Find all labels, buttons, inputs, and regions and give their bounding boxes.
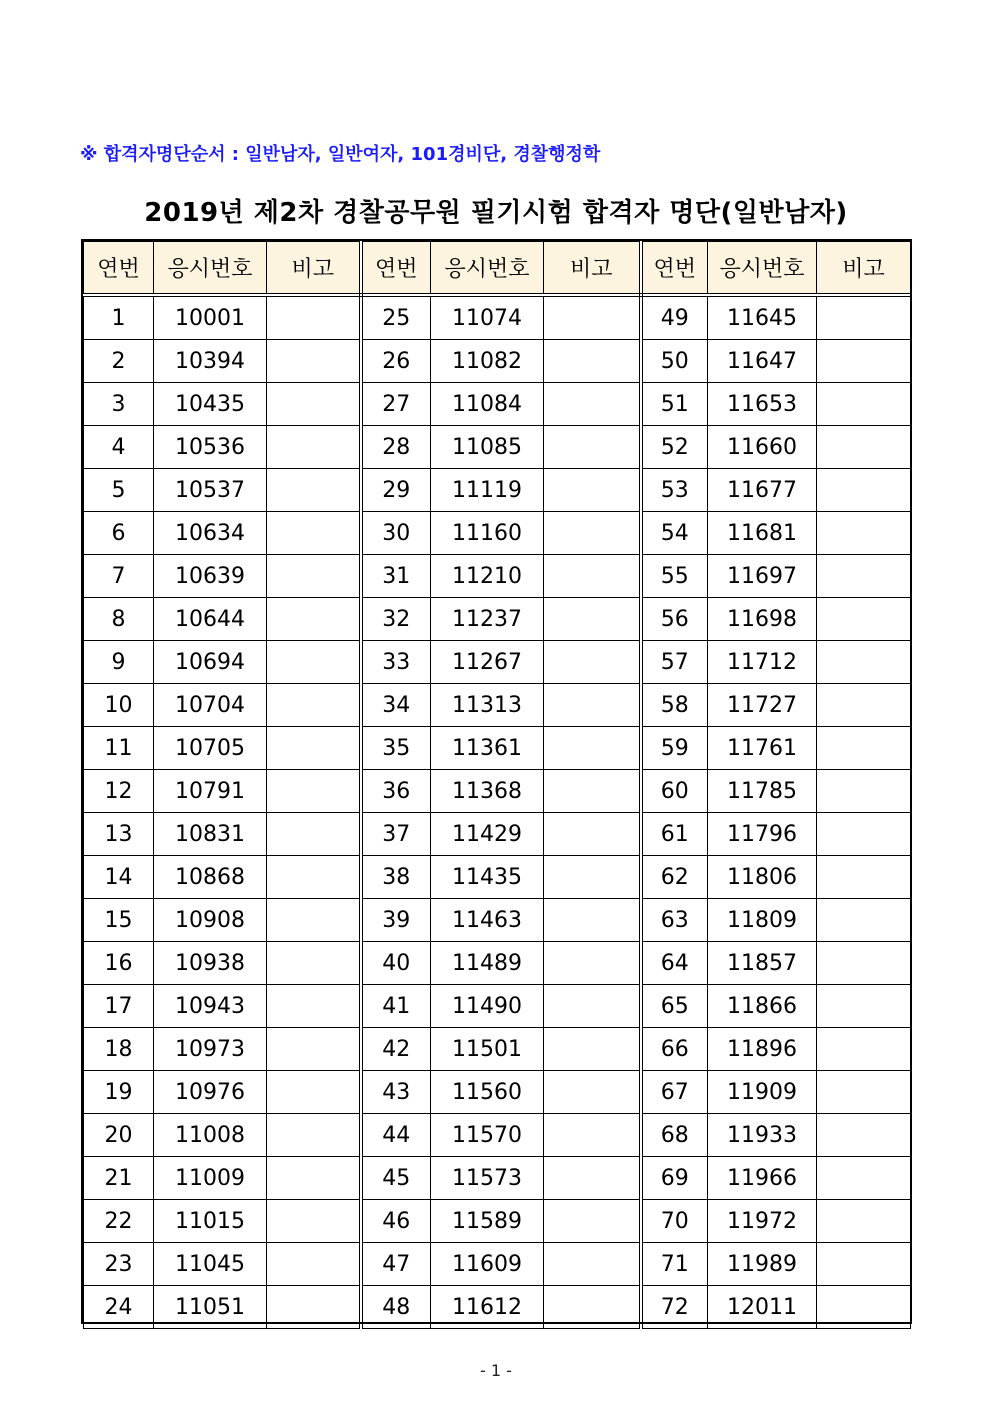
- serial-cell: 59: [641, 727, 708, 770]
- remarks-cell: [267, 426, 361, 469]
- exam-number-cell: 11785: [708, 770, 817, 813]
- serial-cell: 64: [641, 942, 708, 985]
- exam-number-cell: 10394: [154, 340, 267, 383]
- exam-number-cell: 10976: [154, 1071, 267, 1114]
- serial-cell: 69: [641, 1157, 708, 1200]
- serial-cell: 15: [84, 899, 154, 942]
- header-serial: 연번: [641, 242, 708, 296]
- exam-number-cell: 11727: [708, 684, 817, 727]
- serial-cell: 25: [361, 295, 431, 340]
- exam-number-cell: 11589: [431, 1200, 544, 1243]
- exam-number-cell: 11084: [431, 383, 544, 426]
- serial-cell: 40: [361, 942, 431, 985]
- serial-cell: 71: [641, 1243, 708, 1286]
- remarks-cell: [817, 1028, 911, 1071]
- serial-cell: 14: [84, 856, 154, 899]
- serial-cell: 41: [361, 985, 431, 1028]
- serial-cell: 17: [84, 985, 154, 1028]
- serial-cell: 43: [361, 1071, 431, 1114]
- remarks-cell: [267, 555, 361, 598]
- exam-number-cell: 11435: [431, 856, 544, 899]
- serial-cell: 48: [361, 1286, 431, 1329]
- remarks-cell: [544, 469, 641, 512]
- exam-number-cell: 10694: [154, 641, 267, 684]
- exam-number-cell: 10938: [154, 942, 267, 985]
- remarks-cell: [267, 512, 361, 555]
- serial-cell: 54: [641, 512, 708, 555]
- serial-cell: 27: [361, 383, 431, 426]
- remarks-cell: [817, 856, 911, 899]
- serial-cell: 29: [361, 469, 431, 512]
- remarks-cell: [267, 1200, 361, 1243]
- exam-number-cell: 11660: [708, 426, 817, 469]
- serial-cell: 68: [641, 1114, 708, 1157]
- exam-number-cell: 11267: [431, 641, 544, 684]
- header-exam-number: 응시번호: [708, 242, 817, 296]
- exam-number-cell: 10639: [154, 555, 267, 598]
- table-row: [84, 641, 911, 684]
- remarks-cell: [267, 899, 361, 942]
- remarks-cell: [544, 598, 641, 641]
- exam-number-cell: 10537: [154, 469, 267, 512]
- exam-number-cell: 11645: [708, 295, 817, 340]
- page-title: 2019년 제2차 경찰공무원 필기시험 합격자 명단(일반남자): [144, 198, 848, 228]
- serial-cell: 44: [361, 1114, 431, 1157]
- table-row: [84, 512, 911, 555]
- exam-number-cell: 11609: [431, 1243, 544, 1286]
- serial-cell: 35: [361, 727, 431, 770]
- serial-cell: 33: [361, 641, 431, 684]
- serial-cell: 20: [84, 1114, 154, 1157]
- remarks-cell: [267, 770, 361, 813]
- serial-cell: 42: [361, 1028, 431, 1071]
- exam-number-cell: 11612: [431, 1286, 544, 1329]
- table-row: [84, 813, 911, 856]
- exam-number-cell: 10831: [154, 813, 267, 856]
- exam-number-cell: 10435: [154, 383, 267, 426]
- serial-cell: 55: [641, 555, 708, 598]
- remarks-cell: [544, 1157, 641, 1200]
- exam-number-cell: 11313: [431, 684, 544, 727]
- remarks-cell: [544, 856, 641, 899]
- exam-number-cell: 11573: [431, 1157, 544, 1200]
- serial-cell: 38: [361, 856, 431, 899]
- exam-number-cell: 11677: [708, 469, 817, 512]
- page-number: - 1 -: [480, 1361, 512, 1380]
- header-serial: 연번: [84, 242, 154, 296]
- serial-cell: 22: [84, 1200, 154, 1243]
- remarks-cell: [817, 1071, 911, 1114]
- header-exam-number: 응시번호: [431, 242, 544, 296]
- remarks-cell: [817, 1286, 911, 1329]
- serial-cell: 62: [641, 856, 708, 899]
- exam-number-cell: 10868: [154, 856, 267, 899]
- exam-number-cell: 11008: [154, 1114, 267, 1157]
- exam-number-cell: 10705: [154, 727, 267, 770]
- remarks-cell: [544, 899, 641, 942]
- remarks-cell: [267, 1071, 361, 1114]
- serial-cell: 58: [641, 684, 708, 727]
- exam-number-cell: 11051: [154, 1286, 267, 1329]
- serial-cell: 10: [84, 684, 154, 727]
- exam-number-cell: 10973: [154, 1028, 267, 1071]
- remarks-cell: [544, 1071, 641, 1114]
- serial-cell: 45: [361, 1157, 431, 1200]
- serial-cell: 37: [361, 813, 431, 856]
- exam-number-cell: 11045: [154, 1243, 267, 1286]
- remarks-cell: [267, 1157, 361, 1200]
- header-remarks: 비고: [817, 242, 911, 296]
- table-header-row: [84, 242, 911, 296]
- serial-cell: 70: [641, 1200, 708, 1243]
- remarks-cell: [267, 1243, 361, 1286]
- table-row: [84, 469, 911, 512]
- remarks-cell: [544, 1200, 641, 1243]
- serial-cell: 39: [361, 899, 431, 942]
- table-row: [84, 598, 911, 641]
- remarks-cell: [817, 555, 911, 598]
- table-row: [84, 1028, 911, 1071]
- serial-cell: 28: [361, 426, 431, 469]
- exam-number-cell: 11809: [708, 899, 817, 942]
- remarks-cell: [267, 727, 361, 770]
- results-table-frame: [81, 239, 912, 1324]
- serial-cell: 61: [641, 813, 708, 856]
- exam-number-cell: 11712: [708, 641, 817, 684]
- remarks-cell: [267, 1114, 361, 1157]
- remarks-cell: [267, 1286, 361, 1329]
- exam-number-cell: 11015: [154, 1200, 267, 1243]
- exam-number-cell: 10908: [154, 899, 267, 942]
- results-table: [83, 241, 911, 1329]
- remarks-cell: [817, 899, 911, 942]
- remarks-cell: [267, 856, 361, 899]
- serial-cell: 53: [641, 469, 708, 512]
- serial-cell: 8: [84, 598, 154, 641]
- table-row: [84, 727, 911, 770]
- serial-cell: 31: [361, 555, 431, 598]
- remarks-cell: [544, 383, 641, 426]
- exam-number-cell: 10536: [154, 426, 267, 469]
- serial-cell: 16: [84, 942, 154, 985]
- order-notice: ※ 합격자명단순서 : 일반남자, 일반여자, 101경비단, 경찰행정학: [80, 144, 601, 165]
- remarks-cell: [817, 426, 911, 469]
- serial-cell: 24: [84, 1286, 154, 1329]
- exam-number-cell: 10791: [154, 770, 267, 813]
- remarks-cell: [544, 727, 641, 770]
- serial-cell: 32: [361, 598, 431, 641]
- exam-number-cell: 11237: [431, 598, 544, 641]
- remarks-cell: [544, 340, 641, 383]
- serial-cell: 26: [361, 340, 431, 383]
- table-row: [84, 1200, 911, 1243]
- exam-number-cell: 11082: [431, 340, 544, 383]
- remarks-cell: [544, 770, 641, 813]
- serial-cell: 63: [641, 899, 708, 942]
- exam-number-cell: 11429: [431, 813, 544, 856]
- exam-number-cell: 11489: [431, 942, 544, 985]
- exam-number-cell: 11806: [708, 856, 817, 899]
- exam-number-cell: 10943: [154, 985, 267, 1028]
- exam-number-cell: 11698: [708, 598, 817, 641]
- remarks-cell: [267, 641, 361, 684]
- serial-cell: 21: [84, 1157, 154, 1200]
- header-serial: 연번: [361, 242, 431, 296]
- exam-number-cell: 11368: [431, 770, 544, 813]
- serial-cell: 2: [84, 340, 154, 383]
- exam-number-cell: 11647: [708, 340, 817, 383]
- remarks-cell: [817, 813, 911, 856]
- remarks-cell: [544, 1286, 641, 1329]
- exam-number-cell: 11119: [431, 469, 544, 512]
- table-row: [84, 1114, 911, 1157]
- serial-cell: 65: [641, 985, 708, 1028]
- remarks-cell: [267, 813, 361, 856]
- table-row: [84, 1243, 911, 1286]
- exam-number-cell: 11866: [708, 985, 817, 1028]
- serial-cell: 7: [84, 555, 154, 598]
- table-row: [84, 684, 911, 727]
- table-row: [84, 340, 911, 383]
- table-row: [84, 985, 911, 1028]
- remarks-cell: [817, 942, 911, 985]
- table-row: [84, 555, 911, 598]
- serial-cell: 34: [361, 684, 431, 727]
- remarks-cell: [544, 1114, 641, 1157]
- exam-number-cell: 11989: [708, 1243, 817, 1286]
- exam-number-cell: 11857: [708, 942, 817, 985]
- exam-number-cell: 10001: [154, 295, 267, 340]
- table-row: [84, 942, 911, 985]
- exam-number-cell: 11160: [431, 512, 544, 555]
- remarks-cell: [544, 1028, 641, 1071]
- table-row: [84, 1286, 911, 1329]
- exam-number-cell: 11933: [708, 1114, 817, 1157]
- serial-cell: 66: [641, 1028, 708, 1071]
- exam-number-cell: 11761: [708, 727, 817, 770]
- remarks-cell: [267, 340, 361, 383]
- exam-number-cell: 11570: [431, 1114, 544, 1157]
- remarks-cell: [267, 598, 361, 641]
- serial-cell: 67: [641, 1071, 708, 1114]
- serial-cell: 52: [641, 426, 708, 469]
- remarks-cell: [267, 684, 361, 727]
- serial-cell: 3: [84, 383, 154, 426]
- serial-cell: 13: [84, 813, 154, 856]
- exam-number-cell: 11796: [708, 813, 817, 856]
- remarks-cell: [817, 340, 911, 383]
- header-remarks: 비고: [267, 242, 361, 296]
- remarks-cell: [817, 641, 911, 684]
- remarks-cell: [544, 555, 641, 598]
- serial-cell: 51: [641, 383, 708, 426]
- remarks-cell: [817, 295, 911, 340]
- table-row: [84, 426, 911, 469]
- remarks-cell: [267, 1028, 361, 1071]
- exam-number-cell: 11463: [431, 899, 544, 942]
- exam-number-cell: 11074: [431, 295, 544, 340]
- table-row: [84, 1071, 911, 1114]
- exam-number-cell: 11697: [708, 555, 817, 598]
- serial-cell: 60: [641, 770, 708, 813]
- table-row: [84, 770, 911, 813]
- serial-cell: 46: [361, 1200, 431, 1243]
- serial-cell: 19: [84, 1071, 154, 1114]
- remarks-cell: [817, 1200, 911, 1243]
- exam-number-cell: 11085: [431, 426, 544, 469]
- serial-cell: 12: [84, 770, 154, 813]
- serial-cell: 5: [84, 469, 154, 512]
- serial-cell: 72: [641, 1286, 708, 1329]
- remarks-cell: [267, 985, 361, 1028]
- remarks-cell: [817, 512, 911, 555]
- remarks-cell: [544, 295, 641, 340]
- exam-number-cell: 11490: [431, 985, 544, 1028]
- table-row: [84, 899, 911, 942]
- remarks-cell: [817, 383, 911, 426]
- serial-cell: 56: [641, 598, 708, 641]
- serial-cell: 23: [84, 1243, 154, 1286]
- remarks-cell: [544, 641, 641, 684]
- serial-cell: 47: [361, 1243, 431, 1286]
- table-body: [84, 295, 911, 1329]
- exam-number-cell: 11560: [431, 1071, 544, 1114]
- remarks-cell: [817, 770, 911, 813]
- remarks-cell: [817, 684, 911, 727]
- remarks-cell: [817, 727, 911, 770]
- serial-cell: 49: [641, 295, 708, 340]
- header-remarks: 비고: [544, 242, 641, 296]
- exam-number-cell: 10704: [154, 684, 267, 727]
- table-row: [84, 1157, 911, 1200]
- header-exam-number: 응시번호: [154, 242, 267, 296]
- remarks-cell: [544, 1243, 641, 1286]
- exam-number-cell: 11909: [708, 1071, 817, 1114]
- remarks-cell: [817, 598, 911, 641]
- exam-number-cell: 11361: [431, 727, 544, 770]
- exam-number-cell: 10634: [154, 512, 267, 555]
- exam-number-cell: 11972: [708, 1200, 817, 1243]
- remarks-cell: [544, 985, 641, 1028]
- serial-cell: 6: [84, 512, 154, 555]
- exam-number-cell: 11896: [708, 1028, 817, 1071]
- remarks-cell: [544, 426, 641, 469]
- serial-cell: 50: [641, 340, 708, 383]
- exam-number-cell: 12011: [708, 1286, 817, 1329]
- serial-cell: 1: [84, 295, 154, 340]
- serial-cell: 30: [361, 512, 431, 555]
- exam-number-cell: 11210: [431, 555, 544, 598]
- remarks-cell: [817, 1114, 911, 1157]
- remarks-cell: [267, 469, 361, 512]
- table-row: [84, 383, 911, 426]
- exam-number-cell: 11681: [708, 512, 817, 555]
- serial-cell: 4: [84, 426, 154, 469]
- remarks-cell: [817, 469, 911, 512]
- serial-cell: 9: [84, 641, 154, 684]
- serial-cell: 11: [84, 727, 154, 770]
- serial-cell: 18: [84, 1028, 154, 1071]
- serial-cell: 57: [641, 641, 708, 684]
- remarks-cell: [544, 512, 641, 555]
- remarks-cell: [817, 1157, 911, 1200]
- remarks-cell: [544, 813, 641, 856]
- table-row: [84, 856, 911, 899]
- remarks-cell: [544, 942, 641, 985]
- exam-number-cell: 11501: [431, 1028, 544, 1071]
- serial-cell: 36: [361, 770, 431, 813]
- remarks-cell: [267, 295, 361, 340]
- exam-number-cell: 11653: [708, 383, 817, 426]
- remarks-cell: [544, 684, 641, 727]
- remarks-cell: [267, 383, 361, 426]
- table-row: [84, 295, 911, 340]
- exam-number-cell: 11966: [708, 1157, 817, 1200]
- remarks-cell: [267, 942, 361, 985]
- exam-number-cell: 11009: [154, 1157, 267, 1200]
- exam-number-cell: 10644: [154, 598, 267, 641]
- remarks-cell: [817, 985, 911, 1028]
- remarks-cell: [817, 1243, 911, 1286]
